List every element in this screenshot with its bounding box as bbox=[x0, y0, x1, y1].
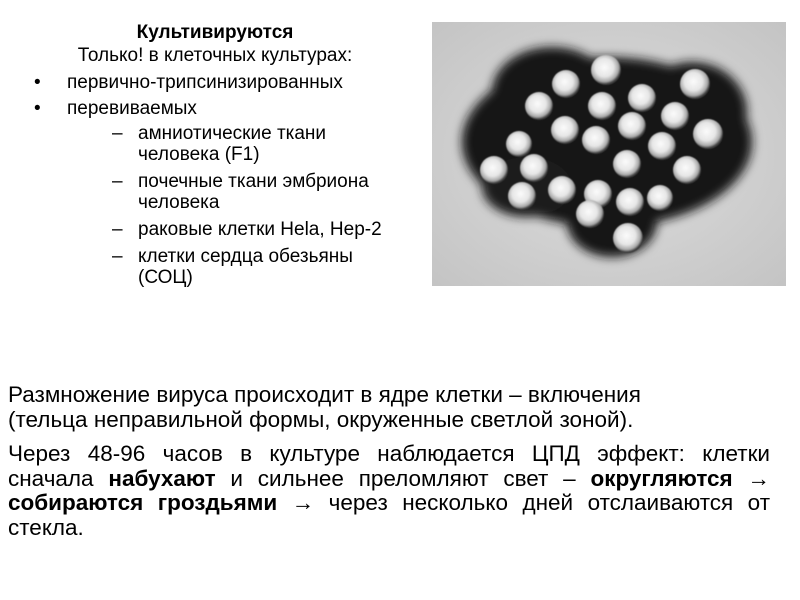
cpe-term-cluster: собираются гроздьями bbox=[8, 490, 278, 515]
replication-description bbox=[8, 383, 770, 550]
paragraph-replication bbox=[8, 383, 770, 432]
cpe-text-1: Через 48-96 часов в культуре наблюдается ЦПД эффект: клетки сначала bbox=[8, 441, 770, 491]
subitem-monkey-heart bbox=[67, 246, 410, 288]
bullet-continuous-label: перевиваемых bbox=[67, 98, 197, 119]
subitem-line: раковые клетки Hela, Hep-2 bbox=[138, 219, 382, 240]
bullet-primary-trypsinized: • первично-трипсинизированных bbox=[30, 72, 410, 93]
virus-micrograph bbox=[432, 22, 786, 286]
subitem-amniotic-tissue bbox=[67, 123, 410, 165]
cultivation-subheading: Только! в клеточных культурах: bbox=[77, 45, 353, 66]
micrograph-drawing bbox=[432, 22, 786, 286]
subitem-line: амниотические ткани bbox=[138, 123, 327, 144]
subitem-line: человека (F1) bbox=[138, 144, 260, 165]
subitem-line: почечные ткани эмбриона bbox=[138, 171, 369, 192]
cpe-term-round: округляются bbox=[590, 465, 733, 491]
bullet-continuous-lines bbox=[30, 98, 410, 288]
cell-culture-list bbox=[30, 72, 410, 288]
paragraph-line: Размножение вируса происходит в ядре клетки – включения bbox=[8, 382, 641, 407]
subitem-cancer-cells bbox=[67, 219, 410, 240]
continuous-lines-sublist bbox=[67, 123, 410, 288]
cpe-text-2: и сильнее преломляют свет – bbox=[215, 465, 591, 491]
cpe-text-3: → через несколько дней отслаиваются от стекла. bbox=[8, 490, 771, 540]
subitem-line: (СОЦ) bbox=[138, 267, 193, 288]
subitem-embryo-kidney bbox=[67, 171, 410, 213]
paragraph-cpe bbox=[8, 442, 770, 540]
cultivation-heading: Культивируются bbox=[136, 22, 294, 43]
cpe-arrow-1: → bbox=[732, 465, 770, 491]
subitem-line: клетки сердца обезьяны bbox=[138, 246, 353, 267]
subitem-line: человека bbox=[138, 192, 220, 213]
paragraph-line: (тельца неправильной формы, окруженные светлой зоной). bbox=[8, 406, 634, 432]
cultivation-block bbox=[30, 22, 410, 294]
cpe-term-swell: набухают bbox=[108, 465, 216, 491]
